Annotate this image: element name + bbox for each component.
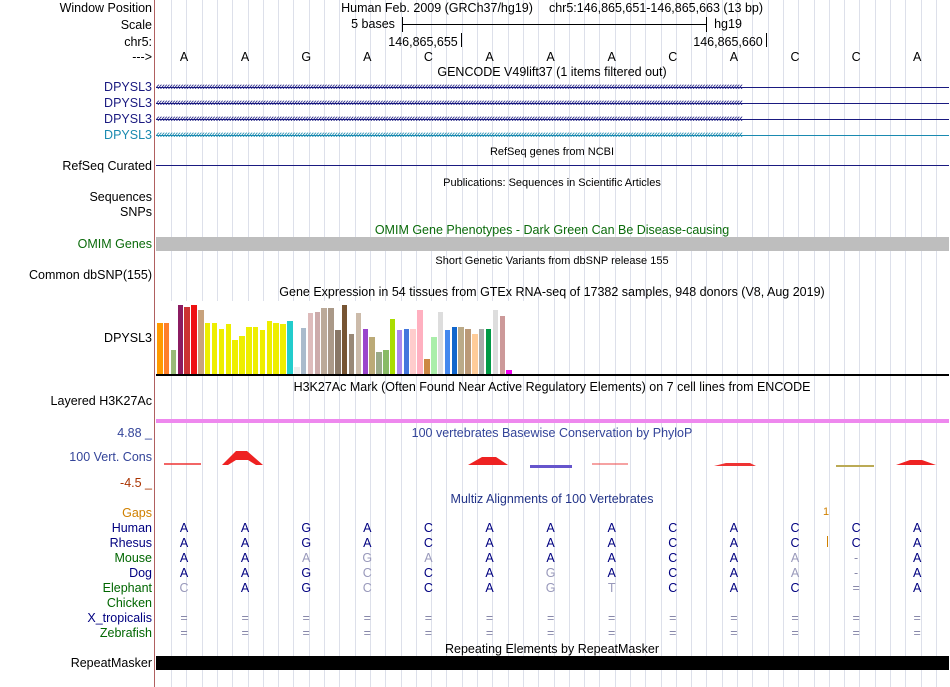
omim-title: OMIM Gene Phenotypes - Dark Green Can Be Disease-causing [374, 223, 730, 237]
phylop-min: -4.5 _ [120, 476, 152, 490]
alignment-base: A [485, 566, 494, 580]
alignment-base: A [363, 536, 372, 550]
omim-gene-bar[interactable] [156, 237, 949, 251]
alignment-base: A [607, 536, 616, 550]
alignment-base: = [363, 626, 371, 640]
publications-sequences-label[interactable]: Sequences [89, 190, 152, 204]
alignment-base: C [851, 521, 861, 535]
gtex-tissue-bar[interactable] [452, 327, 458, 374]
alignment-base: C [790, 521, 800, 535]
gtex-tissue-bar[interactable] [500, 316, 506, 374]
gtex-tissue-bar[interactable] [267, 321, 273, 374]
alignment-base: G [362, 551, 373, 565]
multiz-title: Multiz Alignments of 100 Vertebrates [450, 492, 654, 506]
alignment-base: A [240, 521, 250, 535]
gtex-tissue-bar[interactable] [246, 327, 252, 374]
gtex-tissue-bar[interactable] [479, 329, 485, 374]
gtex-tissue-bar[interactable] [301, 328, 307, 374]
alignment-base: = [730, 626, 738, 640]
gtex-label[interactable]: DPYSL3 [104, 331, 152, 345]
alignment-base: A [913, 566, 922, 580]
alignment-base: = [730, 611, 738, 625]
alignment-base: A [729, 551, 739, 565]
alignment-base: A [607, 551, 616, 565]
alignment-base: = [913, 611, 921, 625]
gtex-tissue-bar[interactable] [417, 310, 423, 374]
species-label[interactable]: Dog [129, 566, 152, 580]
dbsnp-label[interactable]: Common dbSNP(155) [29, 268, 152, 282]
dbsnp-title: Short Genetic Variants from dbSNP release 155 [435, 255, 669, 267]
reference-base: C [668, 50, 678, 64]
species-label[interactable]: Chicken [106, 596, 152, 610]
gtex-tissue-bar[interactable] [191, 305, 197, 374]
alignment-base: C [668, 536, 678, 550]
alignment-base: G [301, 521, 312, 535]
alignment-base: C [362, 566, 372, 580]
alignment-base: A [729, 566, 739, 580]
h3k27ac-signal[interactable] [156, 419, 949, 423]
h3k27ac-label[interactable]: Layered H3K27Ac [50, 394, 152, 408]
gtex-tissue-bar[interactable] [356, 313, 362, 374]
gtex-tissue-bar[interactable] [390, 319, 396, 374]
alignment-base: A [546, 536, 555, 550]
gtex-baseline [156, 374, 949, 376]
alignment-base: G [301, 581, 312, 595]
reference-base: G [301, 50, 312, 64]
window-position-label: Window Position [59, 1, 152, 15]
alignment-base: G [301, 536, 312, 550]
gtex-tissue-bar[interactable] [171, 350, 177, 374]
phylop-peak [896, 460, 936, 465]
reference-base: A [240, 50, 250, 64]
alignment-base: A [546, 551, 555, 565]
alignment-base: A [485, 581, 494, 595]
reference-base: A [729, 50, 739, 64]
gtex-tissue-bar[interactable] [397, 330, 403, 374]
species-label[interactable]: Zebrafish [99, 626, 152, 640]
alignment-base: = [180, 611, 188, 625]
alignment-base: - [854, 551, 859, 565]
gene-label[interactable]: DPYSL3 [104, 112, 152, 126]
gtex-tissue-bar[interactable] [424, 359, 430, 374]
phylop-negative [836, 465, 874, 467]
phylop-negative [530, 465, 572, 468]
alignment-base: A [790, 551, 800, 565]
coordinate-tick-1 [461, 33, 462, 47]
gene-label[interactable]: DPYSL3 [104, 80, 152, 94]
gtex-tissue-bar[interactable] [315, 312, 321, 374]
gtex-tissue-bar[interactable] [342, 305, 348, 374]
reference-base: C [790, 50, 800, 64]
alignment-base: = [302, 626, 310, 640]
alignment-base: A [913, 536, 922, 550]
alignment-base: T [607, 581, 616, 595]
gtex-tissue-bar[interactable] [226, 324, 232, 374]
reference-base: A [546, 50, 555, 64]
scale-text: 5 bases [351, 17, 395, 31]
gtex-tissue-bar[interactable] [184, 307, 190, 374]
alignment-base: C [362, 581, 372, 595]
species-label[interactable]: Elephant [102, 581, 152, 595]
gtex-tissue-bar[interactable] [410, 329, 416, 374]
reference-base: C [423, 50, 433, 64]
reference-base: A [485, 50, 494, 64]
gtex-tissue-bar[interactable] [431, 337, 437, 374]
gtex-tissue-bar[interactable] [472, 334, 478, 374]
alignment-base: C [790, 581, 800, 595]
gtex-tissue-bar[interactable] [294, 367, 300, 374]
scale-bar-left-tick [402, 17, 403, 32]
phylop-max: 4.88 _ [117, 426, 152, 440]
scale-bar [402, 24, 707, 25]
alignment-base: = [180, 626, 188, 640]
reference-base: A [363, 50, 372, 64]
gtex-tissue-bar[interactable] [465, 329, 471, 374]
alignment-base: = [546, 611, 555, 625]
gtex-tissue-bar[interactable] [486, 329, 492, 374]
alignment-base: = [913, 626, 921, 640]
gtex-tissue-bar[interactable] [157, 323, 163, 374]
species-label[interactable]: X_tropicalis [87, 611, 152, 625]
repeatmasker-title: Repeating Elements by RepeatMasker [444, 642, 660, 656]
alignment-base: = [791, 611, 799, 625]
gtex-tissue-bar[interactable] [239, 336, 245, 374]
gtex-tissue-bar[interactable] [273, 323, 279, 374]
phylop-label[interactable]: 100 Vert. Cons [69, 450, 152, 464]
gtex-tissue-bar[interactable] [198, 310, 204, 374]
alignment-base: = [669, 626, 677, 640]
alignment-base: C [668, 551, 678, 565]
species-label[interactable]: Mouse [114, 551, 152, 565]
alignment-base: A [240, 581, 250, 595]
label-separator [154, 0, 155, 687]
scale-label: Scale [120, 18, 152, 32]
alignment-base: = [608, 626, 616, 640]
alignment-base: A [485, 536, 494, 550]
gtex-tissue-bar[interactable] [219, 329, 225, 374]
gtex-bar-chart[interactable] [156, 301, 536, 374]
gencode-title[interactable]: GENCODE V49lift37 (1 items filtered out) [437, 65, 667, 79]
omim-label[interactable]: OMIM Genes [77, 237, 152, 251]
alignment-base: = [791, 626, 799, 640]
alignment-base: C [668, 566, 678, 580]
reference-base: A [607, 50, 616, 64]
alignment-base: = [363, 611, 371, 625]
gtex-tissue-bar[interactable] [493, 310, 499, 374]
alignment-base: C [423, 566, 433, 580]
alignment-base: A [913, 551, 922, 565]
h3k27ac-title: H3K27Ac Mark (Often Found Near Active Regulatory Elements) on 7 cell lines from ENCODE [293, 380, 811, 394]
alignment-base: C [668, 521, 678, 535]
coordinate-label-1: 146,865,655 [388, 35, 458, 49]
strand-arrows: ‹‹‹‹‹‹‹‹‹‹‹‹‹‹‹‹‹‹‹‹‹‹‹‹‹‹‹‹‹‹‹‹‹‹‹‹‹‹‹‹‹‹‹‹‹‹‹‹‹‹‹‹‹‹‹‹‹‹‹‹‹‹‹‹‹‹‹‹‹‹‹‹‹‹‹‹‹‹‹‹‹‹‹‹‹‹‹‹‹‹‹‹‹‹‹‹‹‹‹‹‹‹‹‹‹‹‹‹‹‹‹‹‹‹‹‹‹‹‹‹‹‹‹‹‹‹‹‹‹‹‹‹‹‹‹‹‹‹‹‹‹‹‹‹‹‹‹‹‹‹‹‹‹‹‹‹‹‹‹‹‹‹‹‹‹‹‹‹‹‹‹‹‹‹‹‹‹‹‹‹‹‹‹‹‹‹‹‹‹‹‹‹‹‹‹‹‹‹‹‹‹‹‹‹‹‹‹‹‹‹‹‹‹‹‹‹‹‹‹‹ [156, 129, 742, 141]
alignment-base: = [852, 581, 860, 595]
alignment-base: A [179, 536, 189, 550]
assembly-text: Human Feb. 2009 (GRCh37/hg19) [341, 1, 533, 15]
gtex-tissue-bar[interactable] [164, 323, 170, 374]
reference-base: C [851, 50, 861, 64]
publications-title: Publications: Sequences in Scientific Articles [443, 177, 661, 189]
alignment-base: A [607, 566, 616, 580]
repeatmasker-label[interactable]: RepeatMasker [70, 656, 152, 670]
alignment-base: = [302, 611, 310, 625]
alignment-base: = [608, 611, 616, 625]
alignment-base: - [854, 566, 859, 580]
reference-base: A [179, 50, 189, 64]
alignment-base: C [851, 536, 861, 550]
alignment-base: A [729, 536, 739, 550]
alignment-base: = [424, 626, 433, 640]
gene-structure[interactable] [156, 113, 949, 126]
alignment-base: A [179, 566, 189, 580]
alignment-base: A [240, 536, 250, 550]
gap-insert [827, 536, 828, 547]
gtex-tissue-bar[interactable] [308, 313, 314, 374]
phylop-title: 100 vertebrates Basewise Conservation by PhyloP [411, 426, 693, 440]
coordinate-label-2: 146,865,660 [693, 35, 763, 49]
phylop-peak [714, 463, 756, 466]
alignment-base: A [913, 581, 922, 595]
coordinate-tick-2 [766, 33, 767, 47]
gaps-label: Gaps [122, 506, 152, 520]
alignment-base: A [729, 521, 739, 535]
alignment-base: A [363, 521, 372, 535]
gene-structure[interactable] [156, 97, 949, 110]
alignment-base: G [301, 566, 312, 580]
reference-base: A [913, 50, 922, 64]
alignment-base: C [790, 536, 800, 550]
alignment-base: C [423, 521, 433, 535]
gtex-tissue-bar[interactable] [328, 308, 334, 374]
gtex-tissue-bar[interactable] [383, 350, 389, 374]
phylop-peak [468, 457, 508, 465]
gene-label[interactable]: DPYSL3 [104, 128, 152, 142]
gene-structure[interactable] [156, 129, 949, 142]
gtex-tissue-bar[interactable] [404, 329, 410, 374]
repeatmasker-bar[interactable] [156, 656, 949, 670]
alignment-base: = [852, 626, 860, 640]
alignment-base: C [668, 581, 678, 595]
strand-arrows: ‹‹‹‹‹‹‹‹‹‹‹‹‹‹‹‹‹‹‹‹‹‹‹‹‹‹‹‹‹‹‹‹‹‹‹‹‹‹‹‹‹‹‹‹‹‹‹‹‹‹‹‹‹‹‹‹‹‹‹‹‹‹‹‹‹‹‹‹‹‹‹‹‹‹‹‹‹‹‹‹‹‹‹‹‹‹‹‹‹‹‹‹‹‹‹‹‹‹‹‹‹‹‹‹‹‹‹‹‹‹‹‹‹‹‹‹‹‹‹‹‹‹‹‹‹‹‹‹‹‹‹‹‹‹‹‹‹‹‹‹‹‹‹‹‹‹‹‹‹‹‹‹‹‹‹‹‹‹‹‹‹‹‹‹‹‹‹‹‹‹‹‹‹‹‹‹‹‹‹‹‹‹‹‹‹‹‹‹‹‹‹‹‹‹‹‹‹‹‹‹‹‹‹‹‹‹‹‹‹‹‹‹‹‹‹‹‹‹‹‹ [156, 113, 742, 125]
alignment-base: C [423, 581, 433, 595]
alignment-base: A [424, 551, 433, 565]
alignment-base: A [302, 551, 311, 565]
scale-bar-right-tick [706, 17, 707, 32]
position-text[interactable]: chr5:146,865,651-146,865,663 (13 bp) [548, 1, 764, 15]
gtex-tissue-bar[interactable] [253, 327, 259, 374]
alignment-base: A [240, 551, 250, 565]
alignment-base: A [485, 551, 494, 565]
refseq-line[interactable] [156, 165, 949, 166]
alignment-base: = [241, 611, 249, 625]
alignment-base: A [240, 566, 250, 580]
alignment-base: = [669, 611, 677, 625]
alignment-base: A [729, 581, 739, 595]
alignment-base: A [485, 521, 494, 535]
alignment-base: A [179, 521, 189, 535]
alignment-base: C [423, 536, 433, 550]
alignment-base: G [545, 566, 556, 580]
gtex-tissue-bar[interactable] [205, 323, 211, 374]
gtex-tissue-bar[interactable] [458, 327, 464, 374]
alignment-base: A [179, 551, 189, 565]
gtex-tissue-bar[interactable] [212, 323, 218, 374]
db-text: hg19 [714, 17, 742, 31]
alignment-base: A [546, 521, 555, 535]
gap-mark: 1 [823, 506, 830, 518]
alignment-base: A [607, 521, 616, 535]
gtex-tissue-bar[interactable] [335, 330, 341, 374]
gtex-tissue-bar[interactable] [178, 305, 184, 374]
alignment-base: = [485, 611, 494, 625]
gtex-tissue-bar[interactable] [363, 329, 369, 374]
gtex-tissue-bar[interactable] [438, 312, 444, 374]
phylop-wiggle[interactable] [156, 448, 949, 473]
alignment-base: A [913, 521, 922, 535]
refseq-title: RefSeq genes from NCBI [489, 146, 615, 158]
alignment-base: = [852, 611, 860, 625]
species-label[interactable]: Rhesus [109, 536, 152, 550]
strand-arrows: ‹‹‹‹‹‹‹‹‹‹‹‹‹‹‹‹‹‹‹‹‹‹‹‹‹‹‹‹‹‹‹‹‹‹‹‹‹‹‹‹‹‹‹‹‹‹‹‹‹‹‹‹‹‹‹‹‹‹‹‹‹‹‹‹‹‹‹‹‹‹‹‹‹‹‹‹‹‹‹‹‹‹‹‹‹‹‹‹‹‹‹‹‹‹‹‹‹‹‹‹‹‹‹‹‹‹‹‹‹‹‹‹‹‹‹‹‹‹‹‹‹‹‹‹‹‹‹‹‹‹‹‹‹‹‹‹‹‹‹‹‹‹‹‹‹‹‹‹‹‹‹‹‹‹‹‹‹‹‹‹‹‹‹‹‹‹‹‹‹‹‹‹‹‹‹‹‹‹‹‹‹‹‹‹‹‹‹‹‹‹‹‹‹‹‹‹‹‹‹‹‹‹‹‹‹‹‹‹‹‹‹‹‹‹‹‹‹‹‹‹ [156, 81, 742, 93]
gene-label[interactable]: DPYSL3 [104, 96, 152, 110]
gtex-tissue-bar[interactable] [349, 334, 355, 374]
alignment-base: G [545, 581, 556, 595]
phylop-peak [222, 451, 263, 465]
gtex-tissue-bar[interactable] [369, 337, 375, 374]
gtex-title: Gene Expression in 54 tissues from GTEx RNA-seq of 17382 samples, 948 donors (V8, Aug 2019) [279, 285, 825, 299]
refseq-label[interactable]: RefSeq Curated [62, 159, 152, 173]
alignment-base: = [241, 626, 249, 640]
strand-arrow-label: ---> [132, 50, 152, 64]
gene-structure[interactable] [156, 81, 949, 94]
gtex-tissue-bar[interactable] [232, 340, 238, 374]
publications-snps-label[interactable]: SNPs [120, 205, 152, 219]
alignment-base: = [424, 611, 433, 625]
gtex-tissue-bar[interactable] [376, 352, 382, 374]
gtex-tissue-bar[interactable] [445, 330, 451, 374]
gtex-tissue-bar[interactable] [260, 330, 266, 374]
alignment-base: A [790, 566, 800, 580]
chrom-label: chr5: [124, 35, 152, 49]
alignment-base: = [485, 626, 494, 640]
gtex-tissue-bar[interactable] [321, 308, 327, 374]
gtex-tissue-bar[interactable] [280, 324, 286, 374]
gtex-tissue-bar[interactable] [287, 321, 293, 374]
alignment-base: = [546, 626, 555, 640]
strand-arrows: ‹‹‹‹‹‹‹‹‹‹‹‹‹‹‹‹‹‹‹‹‹‹‹‹‹‹‹‹‹‹‹‹‹‹‹‹‹‹‹‹‹‹‹‹‹‹‹‹‹‹‹‹‹‹‹‹‹‹‹‹‹‹‹‹‹‹‹‹‹‹‹‹‹‹‹‹‹‹‹‹‹‹‹‹‹‹‹‹‹‹‹‹‹‹‹‹‹‹‹‹‹‹‹‹‹‹‹‹‹‹‹‹‹‹‹‹‹‹‹‹‹‹‹‹‹‹‹‹‹‹‹‹‹‹‹‹‹‹‹‹‹‹‹‹‹‹‹‹‹‹‹‹‹‹‹‹‹‹‹‹‹‹‹‹‹‹‹‹‹‹‹‹‹‹‹‹‹‹‹‹‹‹‹‹‹‹‹‹‹‹‹‹‹‹‹‹‹‹‹‹‹‹‹‹‹‹‹‹‹‹‹‹‹‹‹‹‹‹‹‹ [156, 97, 742, 109]
species-label[interactable]: Human [111, 521, 152, 535]
alignment-base: C [179, 581, 189, 595]
